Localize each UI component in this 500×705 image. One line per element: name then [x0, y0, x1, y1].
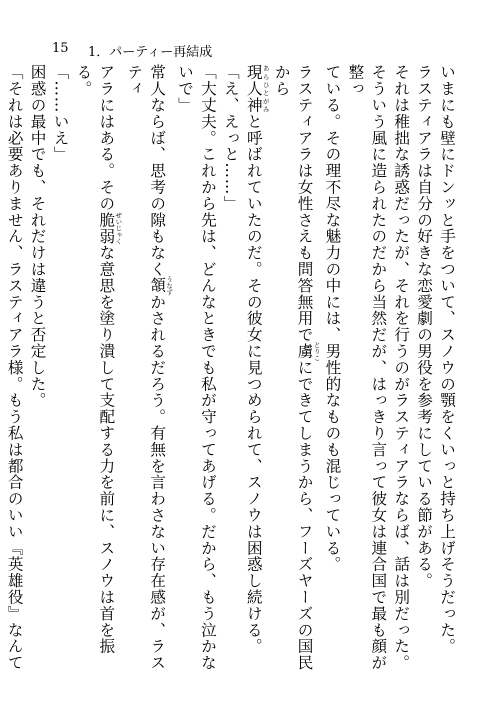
furigana: 頷 うなず: [148, 275, 174, 296]
text-line: 「……いえ」: [51, 64, 70, 163]
text-line: それは稚拙な誘惑だったが、それを行うのがラスティアラならば、話は別だった。: [392, 64, 411, 671]
furigana: 脆弱 ぜいじゃく: [97, 211, 123, 245]
text-line: 「それは必要ありません、ラスティアラ様。もう私は都合のいい『英雄役』なんて: [5, 64, 24, 671]
text-line: アラにはある。その脆弱 ぜいじゃくな意思を塗り潰して支配する力を前に、スノウは首を振る。: [74, 64, 123, 655]
page-number: 15: [52, 41, 69, 56]
text-line: 「大丈夫。これから先は、どんなときでも私が守ってあげる。だから、もう泣かないで」: [176, 64, 217, 671]
vertical-text-body: [5, 64, 458, 684]
chapter-title: 1．パーティー再結成: [88, 45, 213, 60]
text-line: ラスティアラは自分の好きな恋愛劇の男役を参考にしている節がある。: [415, 64, 434, 589]
text-line: 常人ならば、思考の隙もなく頷 うなずかされるだろう。有無を言わさない存在感が、ラスティ: [125, 64, 174, 671]
furigana: 虜 とりこ: [295, 341, 321, 361]
text-line: そういう風に造られたのだから当然だが、はっきり言って彼女は連合国で最も顔が整っ: [346, 64, 388, 671]
text-line: 困惑の最中でも、それだけは違うと否定した。: [28, 64, 47, 409]
text-line: 現人神 あらひとがみと呼ばれていたのだ。その彼女に見つめられて、スノウは困惑し続ける。: [244, 64, 270, 655]
text-line: いまにも壁にドンッと手をついて、スノウの顎をくいっと持ち上げそうだった。: [438, 64, 456, 655]
text-line: 「え、えっと……」: [221, 64, 240, 212]
text-line: ラスティアラは女性さえも問答無用で虜 とりこにできてしまうから、フーズヤーズの国民から: [272, 64, 321, 671]
text-line: ている。その理不尽な魅力の中には、男性的なものも混じっている。: [323, 64, 342, 573]
furigana: 現人神 あらひとがみ: [244, 64, 270, 114]
